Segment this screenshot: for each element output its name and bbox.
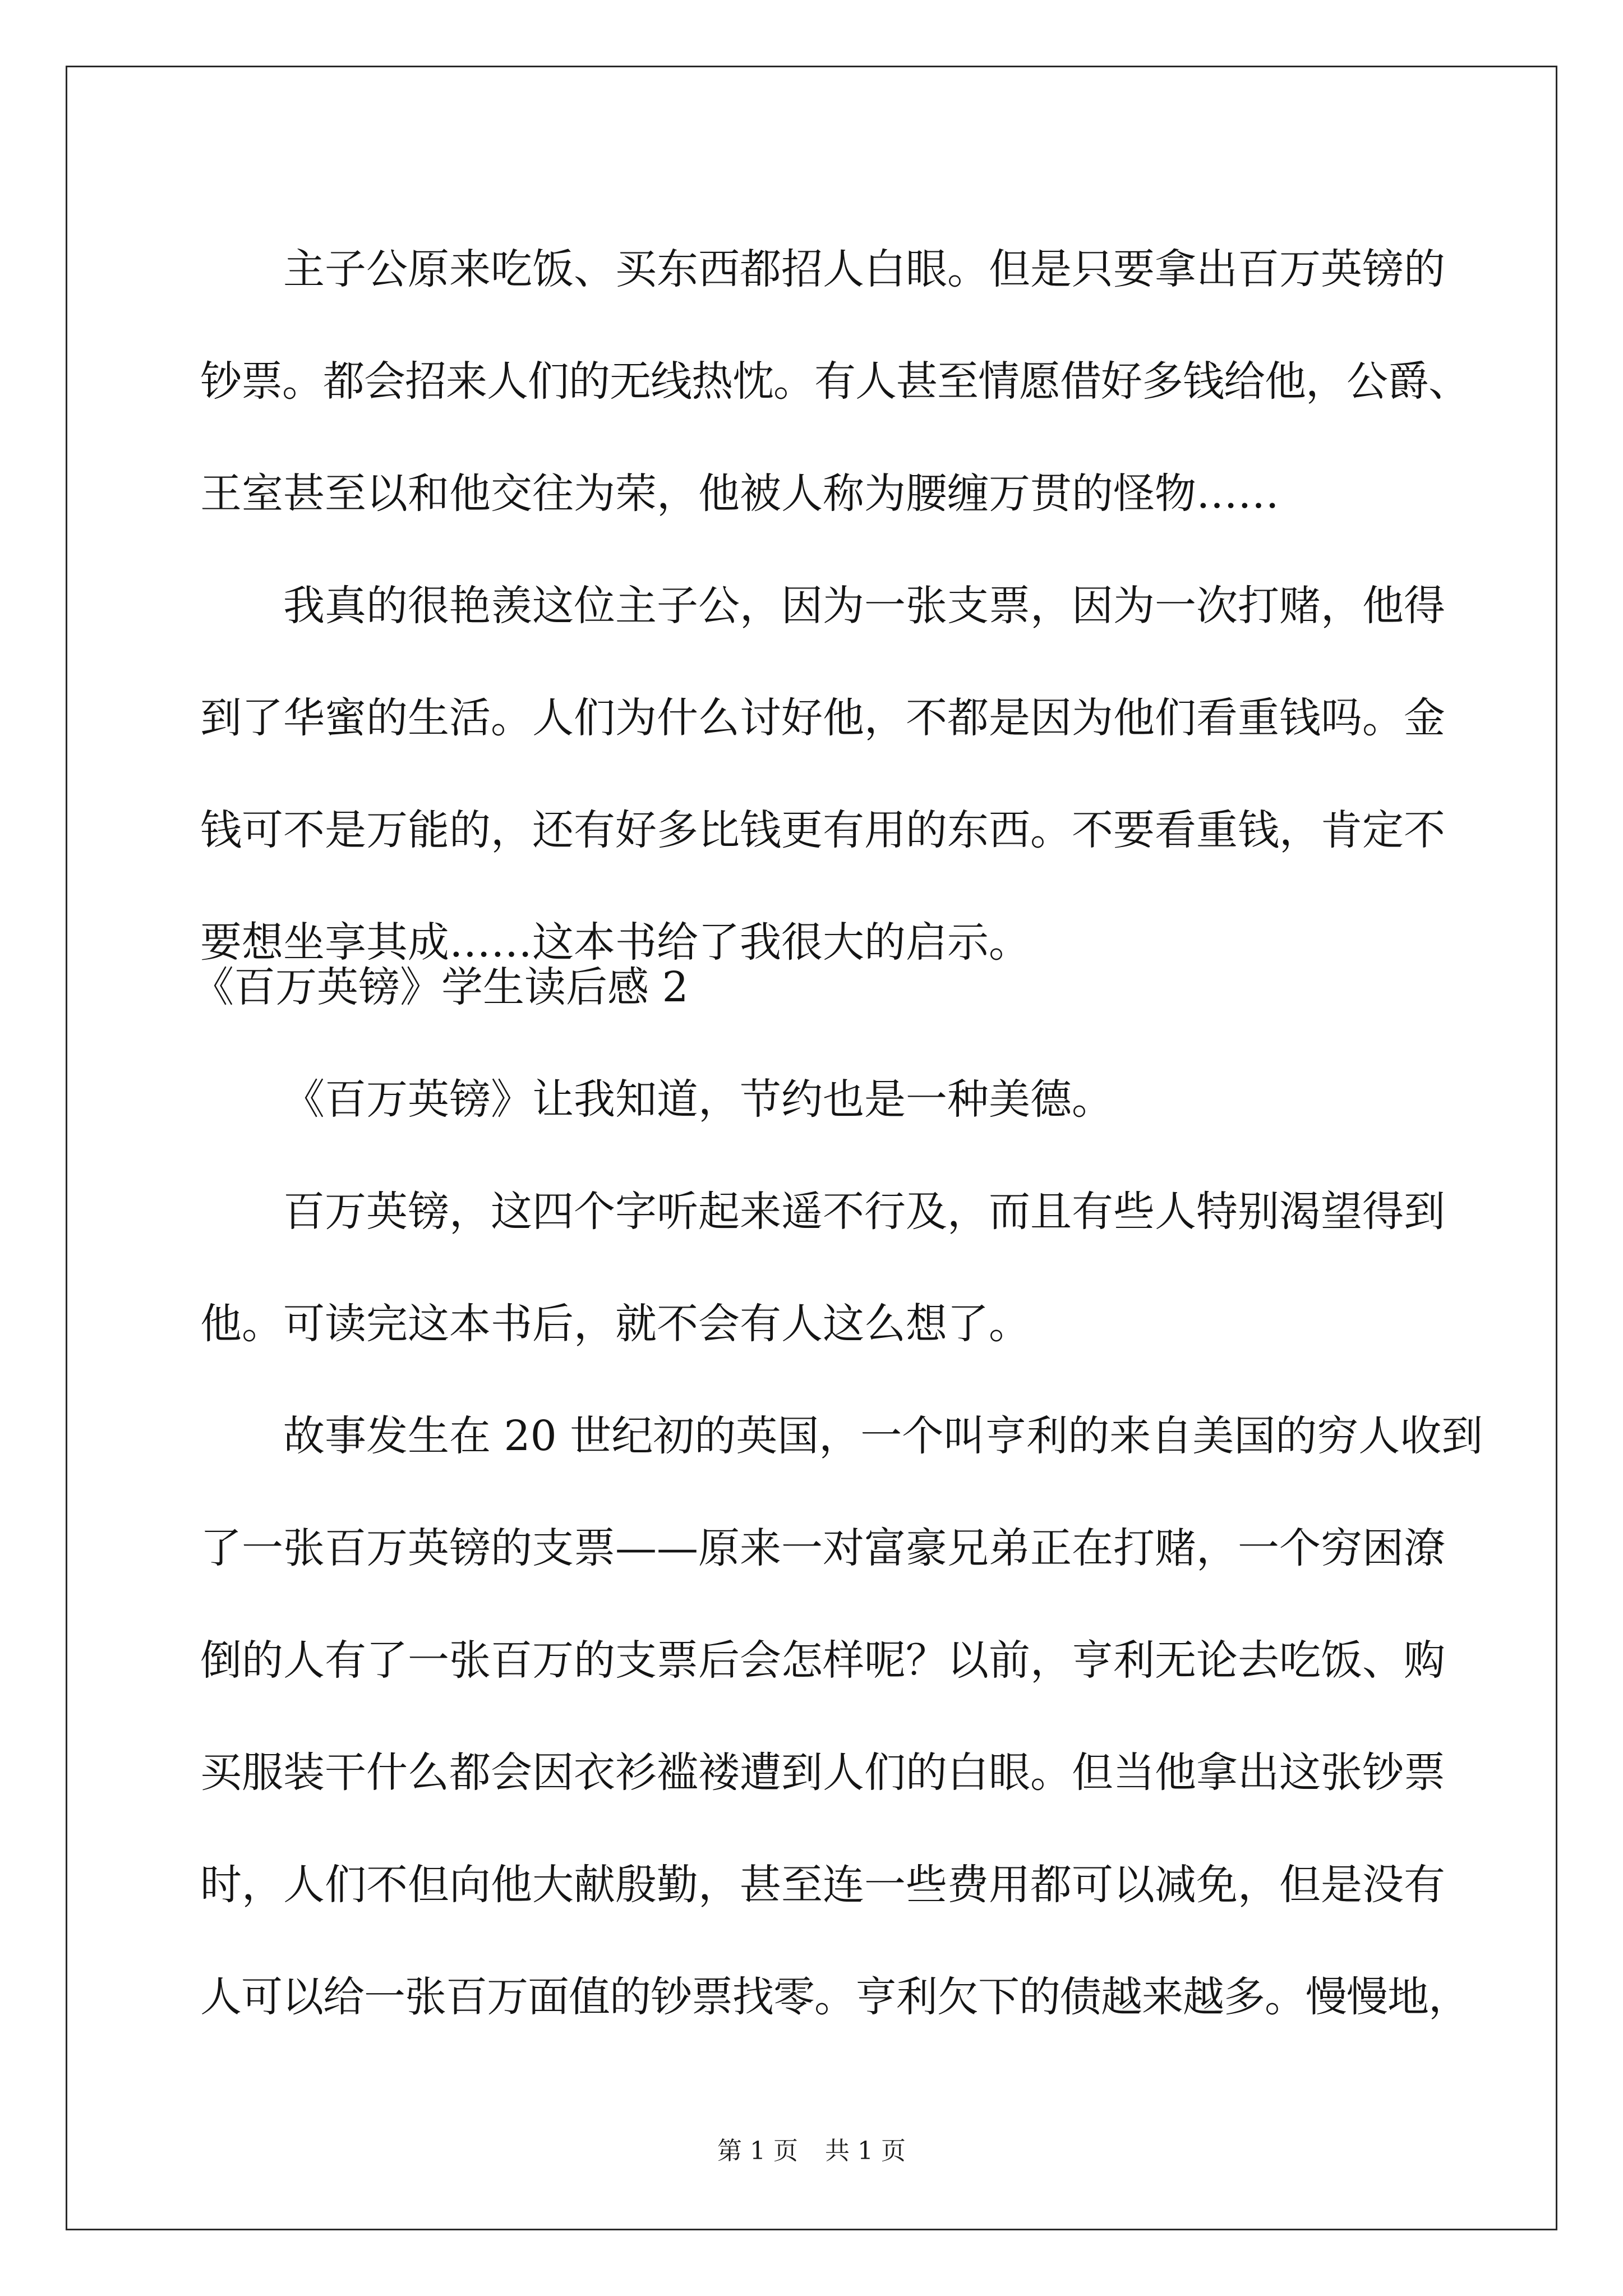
paragraph-line: 我真的很艳羡这位主子公，因为一张支票，因为一次打赌，他得 [283, 582, 1445, 630]
paragraph-line: 王室甚至以和他交往为荣，他被人称为腰缠万贯的怪物…… [200, 470, 1279, 518]
paragraph-line: 人可以给一张百万面值的钞票找零。亨利欠下的债越来越多。慢慢地， [200, 1973, 1469, 2021]
paragraph-line: 百万英镑，这四个字听起来遥不行及，而且有些人特别渴望得到 [283, 1188, 1445, 1236]
paragraph-line: 他。可读完这本书后，就不会有人这么想了。 [200, 1300, 1030, 1348]
paragraph-line: 到了华蜜的生活。人们为什么讨好他，不都是因为他们看重钱吗。金 [200, 694, 1445, 742]
paragraph-line: 时，人们不但向他大献殷勤，甚至连一些费用都可以减免，但是没有 [200, 1861, 1445, 1909]
page-footer [0, 2134, 1623, 2168]
paragraph-line: 钱可不是万能的，还有好多比钱更有用的东西。不要看重钱，肯定不 [200, 806, 1445, 854]
page-number-total: 共 1 页 [825, 2137, 906, 2165]
paragraph-line: 主子公原来吃饭、买东西都招人白眼。但是只要拿出百万英镑的 [283, 245, 1445, 293]
paragraph-line: 《百万英镑》让我知道，节约也是一种美德。 [283, 1075, 1113, 1124]
page-number-current: 第 1 页 [717, 2137, 798, 2165]
paragraph-line: 要想坐享其成……这本书给了我很大的启示。 [200, 918, 1030, 967]
paragraph-line: 倒的人有了一张百万的支票后会怎样呢？以前，亨利无论去吃饭、购 [200, 1636, 1445, 1685]
document-body-bottom [200, 1043, 1483, 2053]
paragraph-line: 了一张百万英镑的支票——原来一对富豪兄弟正在打赌，一个穷困潦 [200, 1524, 1445, 1572]
paragraph-line: 故事发生在 20 世纪初的英国，一个叫亨利的来自美国的穷人收到 [283, 1412, 1483, 1460]
document-body-top [200, 213, 1469, 999]
section-title: 《百万英镑》学生读后感 2 [192, 963, 689, 1011]
paragraph-line: 钞票。都会招来人们的无线热忱。有人甚至情愿借好多钱给他，公爵、 [200, 357, 1469, 406]
paragraph-line: 买服装干什么都会因衣衫褴褛遭到人们的白眼。但当他拿出这张钞票 [200, 1749, 1445, 1797]
